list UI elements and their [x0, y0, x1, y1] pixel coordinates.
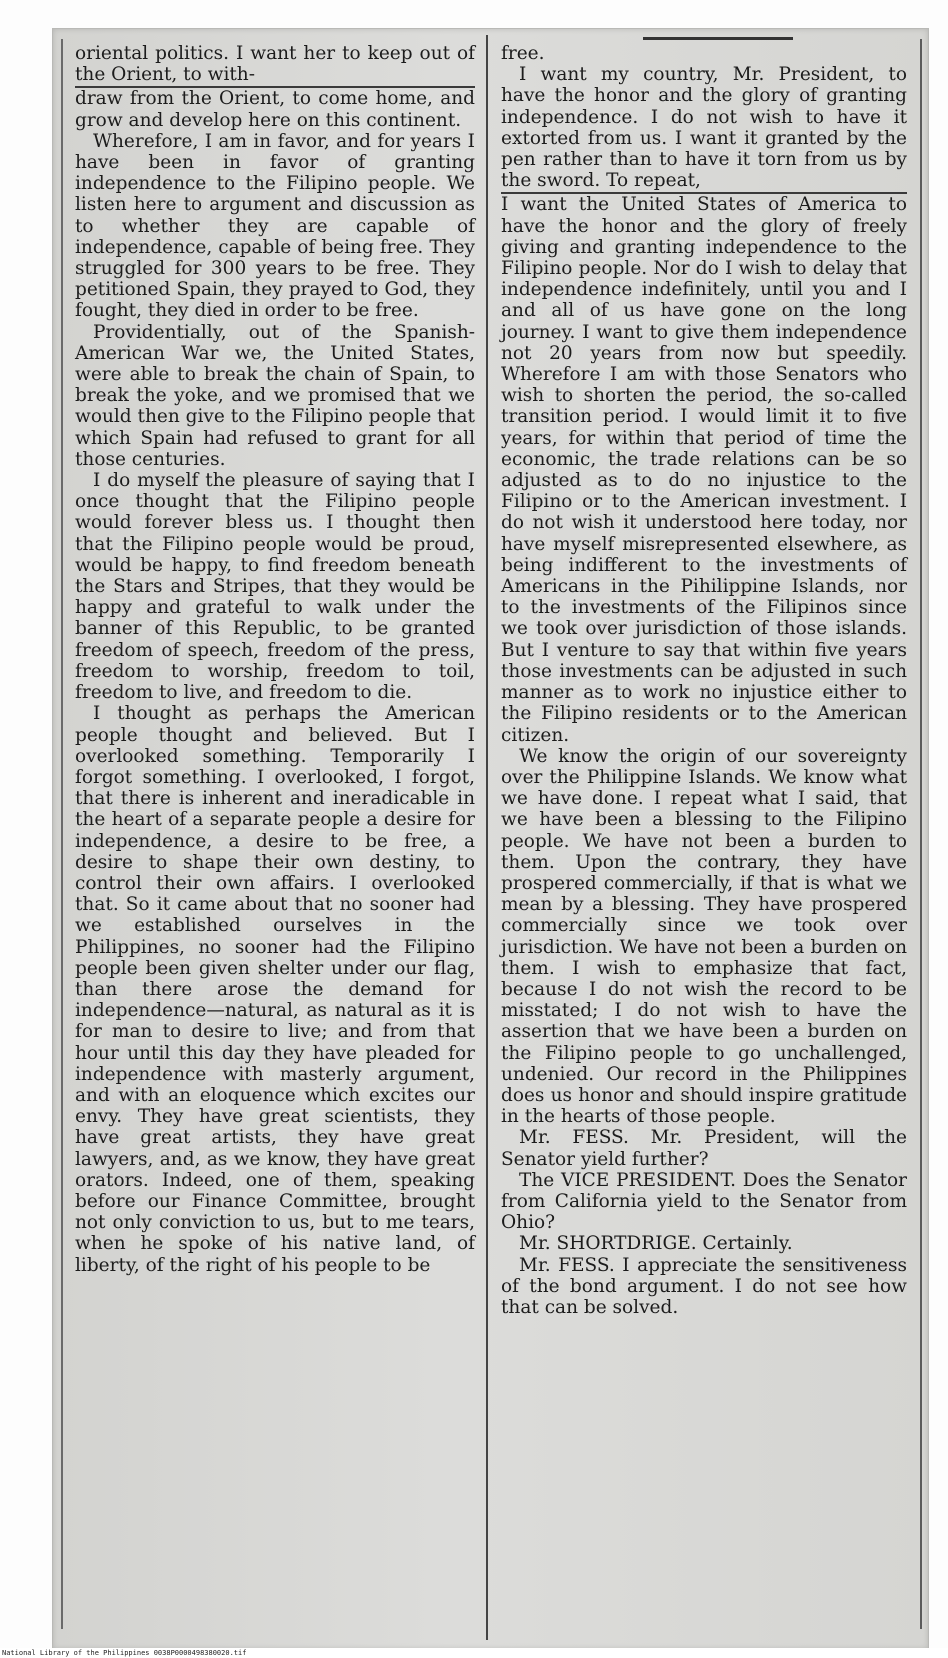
paragraph: I want my country, Mr. President, to have the honor and the glory of granting independence. I do not wish to have it extorted from us. I want it granted by the pen rather than to have it torn from us by the sword. To repeat, [501, 64, 907, 194]
paragraph: Providentially, out of the Spanish-American War we, the United States, were able to break the chain of Spain, to break the yoke, and we promised that we would then give to the Filipino people that which Spain had refused to grant for all those centuries. [75, 321, 475, 470]
right-column-rule [920, 39, 922, 1629]
right-column [501, 43, 907, 1318]
left-column [75, 43, 475, 1276]
paragraph: I thought as perhaps the American people thought and believed. But I overlooked something. Temporarily I forgot something. I overlooked, I forgot, that there is inherent and ineradicable in the heart of a separate people a desire for independence, a desire to be free, a desire to shape their own destiny, to control their own affairs. I overlooked that. So it came about that no sooner had we established ourselves in the Philippines, no sooner had the Filipino people been given shelter under our flag, than there arose the demand for independence—natural, as natural as it is for man to desire to live; and from that hour until this day they have pleaded for independence with masterly argument, and with an eloquence which excites our envy. They have great scientists, they have great artists, they have great lawyers, and, as we know, they have great orators. Indeed, one of them, speaking before our Finance Committee, brought not only conviction to us, but to me tears, when he spoke of his native land, of liberty, of the right of his people to be [75, 703, 475, 1276]
paragraph: Mr. FESS. I appreciate the sensitiveness of the bond argument. I do not see how that can be solved. [501, 1254, 907, 1318]
paragraph: Wherefore, I am in favor, and for years I have been in favor of granting independence to the Filipino people. We listen here to argument and discussion as to whether they are capable of independence, capable of being free. They struggled for 300 years to be free. They petitioned Spain, they prayed to God, they fought, they died in order to be free. [75, 130, 475, 322]
paragraph: Mr. FESS. Mr. President, will the Senator yield further? [501, 1127, 907, 1170]
scan-footer: National Library of the Philippines 0038P0000498380020.tif [0, 1648, 948, 1658]
paragraph: Mr. SHORTDRIGE. Certainly. [519, 1233, 793, 1255]
paragraph: free. [501, 43, 545, 64]
paragraph: I want the United States of America to have the honor and the glory of freely giving and granting independence to the Filipino people. Nor do I wish to delay that independence indefinitely, until you and I and all of us have gone on the long journey. I want to give them independence not 20 years from now but speedily. Wherefore I am with those Senators who wish to shorten the period, the so-called transition period. I would limit it to five years, for within that period of time the economic, the trade relations can be so adjusted as to do no injustice to the Filipino or to the American investment. I do not wish it understood here today, nor have myself misrepresented elsewhere, as being indifferent to the investments of Americans in the Pihilippine Islands, nor to the investments of the Filipinos since we took over jurisdiction of those islands. But I venture to say that within five years those investments can be adjusted in such manner as to work no injustice either to the Filipino residents or to the American citizen. [501, 194, 907, 746]
paragraph: The VICE PRESIDENT. Does the Senator from California yield to the Senator from Ohio? [501, 1169, 907, 1234]
paragraph: draw from the Orient, to come home, and grow and develop here on this continent. [75, 88, 475, 131]
newspaper-clipping [52, 28, 929, 1650]
paragraph: We know the origin of our sovereignty over the Philippine Islands. We know what we have done. I repeat what I said, that we have been a blessing to the Filipino people. We have not been a burden to them. Upon the contrary, they have prospered commercially, if that is what we mean by a blessing. They have prospered commercially since we took over jurisdiction. We have not been a burden on them. I wish to emphasize that fact, because I do not wish the record to be misstated; I do not wish to have the assertion that we have been a burden on the Filipino people to go unchallenged, undenied. Our record in the Philippines does us honor and should inspire gratitude in the hearts of those people. [501, 745, 907, 1128]
left-column-rule [61, 39, 63, 1629]
paragraph: I do myself the pleasure of saying that I once thought that the Filipino people would forever bless us. I thought then that the Filipino people would be proud, would be happy, to find freedom beneath the Stars and Stripes, that they would be happy and grateful to walk under the banner of this Republic, to be granted freedom of speech, freedom of the press, freedom to worship, freedom to toil, freedom to live, and freedom to die. [75, 470, 475, 704]
column-divider [486, 35, 488, 1640]
top-rule [643, 37, 793, 40]
paragraph: oriental politics. I want her to keep out of the Orient, to with- [75, 43, 475, 88]
